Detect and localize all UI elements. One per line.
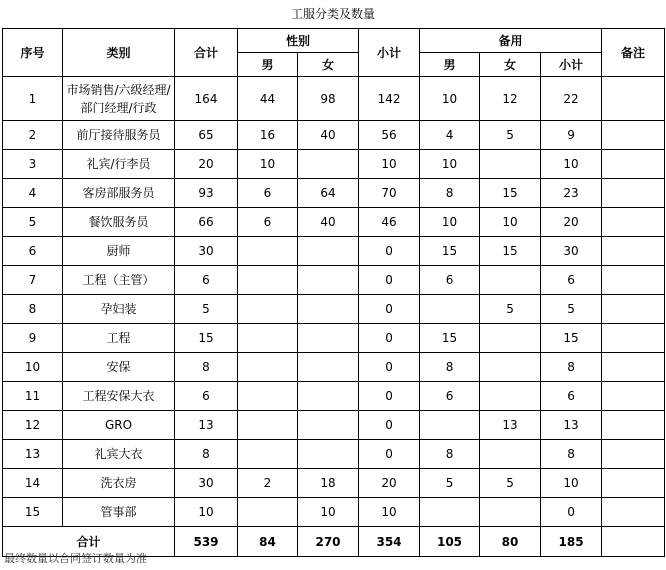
row-spare-female: 13: [480, 411, 541, 440]
header-remark: 备注: [602, 29, 665, 77]
row-remark: [602, 295, 665, 324]
row-male: 16: [238, 121, 298, 150]
row-spare-female: 5: [480, 469, 541, 498]
row-female: 10: [298, 498, 359, 527]
row-remark: [602, 150, 665, 179]
row-female: [298, 324, 359, 353]
header-spare-male: 男: [420, 53, 480, 77]
row-remark: [602, 498, 665, 527]
totals-female: 270: [298, 527, 359, 557]
row-total: 20: [175, 150, 238, 179]
row-index: 2: [3, 121, 63, 150]
row-category: 前厅接待服务员: [63, 121, 175, 150]
row-male: [238, 295, 298, 324]
row-category: 安保: [63, 353, 175, 382]
header-spare-subtotal: 小计: [541, 53, 602, 77]
row-male: [238, 237, 298, 266]
row-subtotal: 10: [359, 498, 420, 527]
row-female: [298, 295, 359, 324]
row-index: 15: [3, 498, 63, 527]
row-index: 3: [3, 150, 63, 179]
row-total: 6: [175, 266, 238, 295]
row-remark: [602, 237, 665, 266]
table-row: [3, 440, 665, 469]
row-remark: [602, 179, 665, 208]
table-row: [3, 121, 665, 150]
row-index: 12: [3, 411, 63, 440]
row-spare-female: [480, 498, 541, 527]
header-category: 类别: [63, 29, 175, 77]
row-male: [238, 353, 298, 382]
row-total: 5: [175, 295, 238, 324]
row-spare-subtotal: 10: [541, 150, 602, 179]
header-total: 合计: [175, 29, 238, 77]
totals-spare-subtotal: 185: [541, 527, 602, 557]
row-spare-female: 12: [480, 77, 541, 121]
row-remark: [602, 469, 665, 498]
row-spare-female: 5: [480, 121, 541, 150]
row-spare-subtotal: 15: [541, 324, 602, 353]
row-spare-male: 8: [420, 440, 480, 469]
row-spare-subtotal: 23: [541, 179, 602, 208]
row-index: 1: [3, 77, 63, 121]
row-spare-female: [480, 382, 541, 411]
row-index: 8: [3, 295, 63, 324]
row-female: 18: [298, 469, 359, 498]
row-total: 10: [175, 498, 238, 527]
uniform-table: [2, 28, 665, 557]
row-spare-male: 6: [420, 382, 480, 411]
table-row: [3, 150, 665, 179]
row-subtotal: 70: [359, 179, 420, 208]
row-male: [238, 324, 298, 353]
table-row: [3, 266, 665, 295]
row-spare-subtotal: 6: [541, 266, 602, 295]
row-category: 餐饮服务员: [63, 208, 175, 237]
row-subtotal: 0: [359, 411, 420, 440]
row-category: 市场销售/六级经理/部门经理/行政: [63, 77, 175, 121]
row-male: [238, 440, 298, 469]
row-total: 15: [175, 324, 238, 353]
row-category: 工程安保大衣: [63, 382, 175, 411]
table-row: [3, 295, 665, 324]
table-row: [3, 382, 665, 411]
footnote: 最终数量以合同签订数量为准: [4, 552, 147, 565]
totals-spare-male: 105: [420, 527, 480, 557]
row-male: [238, 498, 298, 527]
row-index: 4: [3, 179, 63, 208]
row-female: [298, 440, 359, 469]
row-subtotal: 142: [359, 77, 420, 121]
row-remark: [602, 77, 665, 121]
totals-subtotal: 354: [359, 527, 420, 557]
row-remark: [602, 121, 665, 150]
header-gender: 性别: [238, 29, 359, 53]
row-remark: [602, 411, 665, 440]
row-total: 93: [175, 179, 238, 208]
row-subtotal: 0: [359, 353, 420, 382]
row-index: 5: [3, 208, 63, 237]
row-subtotal: 0: [359, 237, 420, 266]
row-subtotal: 0: [359, 382, 420, 411]
row-remark: [602, 353, 665, 382]
row-remark: [602, 382, 665, 411]
table-row: [3, 353, 665, 382]
row-spare-subtotal: 13: [541, 411, 602, 440]
table-row: [3, 237, 665, 266]
header-subtotal: 小计: [359, 29, 420, 77]
row-remark: [602, 324, 665, 353]
row-male: 2: [238, 469, 298, 498]
row-total: 8: [175, 440, 238, 469]
row-spare-female: [480, 324, 541, 353]
row-female: 40: [298, 208, 359, 237]
row-spare-male: 8: [420, 353, 480, 382]
row-male: [238, 382, 298, 411]
row-female: [298, 353, 359, 382]
row-male: 10: [238, 150, 298, 179]
row-index: 10: [3, 353, 63, 382]
row-subtotal: 10: [359, 150, 420, 179]
row-spare-male: 5: [420, 469, 480, 498]
row-category: 孕妇装: [63, 295, 175, 324]
table-row: [3, 324, 665, 353]
row-spare-male: 4: [420, 121, 480, 150]
row-total: 30: [175, 237, 238, 266]
row-subtotal: 20: [359, 469, 420, 498]
row-male: [238, 411, 298, 440]
row-index: 7: [3, 266, 63, 295]
row-spare-subtotal: 6: [541, 382, 602, 411]
row-spare-male: 10: [420, 150, 480, 179]
table-row: [3, 179, 665, 208]
row-index: 13: [3, 440, 63, 469]
row-spare-subtotal: 5: [541, 295, 602, 324]
header-index: 序号: [3, 29, 63, 77]
row-spare-female: 5: [480, 295, 541, 324]
row-female: 64: [298, 179, 359, 208]
row-spare-subtotal: 20: [541, 208, 602, 237]
table-row: [3, 208, 665, 237]
row-category: 洗衣房: [63, 469, 175, 498]
header-female: 女: [298, 53, 359, 77]
row-spare-female: [480, 266, 541, 295]
row-spare-female: 10: [480, 208, 541, 237]
row-remark: [602, 208, 665, 237]
totals-remark: [602, 527, 665, 557]
row-male: 6: [238, 179, 298, 208]
row-spare-subtotal: 8: [541, 440, 602, 469]
row-total: 164: [175, 77, 238, 121]
row-subtotal: 46: [359, 208, 420, 237]
row-total: 30: [175, 469, 238, 498]
row-spare-subtotal: 30: [541, 237, 602, 266]
row-category: 客房部服务员: [63, 179, 175, 208]
row-female: 98: [298, 77, 359, 121]
row-spare-subtotal: 22: [541, 77, 602, 121]
totals-label: 合计: [3, 527, 175, 557]
row-spare-subtotal: 0: [541, 498, 602, 527]
row-index: 9: [3, 324, 63, 353]
table-row: [3, 498, 665, 527]
row-spare-female: [480, 150, 541, 179]
row-spare-subtotal: 8: [541, 353, 602, 382]
row-female: [298, 266, 359, 295]
row-male: 6: [238, 208, 298, 237]
row-spare-male: 10: [420, 77, 480, 121]
row-spare-male: 15: [420, 324, 480, 353]
row-index: 14: [3, 469, 63, 498]
table-row: [3, 77, 665, 121]
row-category: GRO: [63, 411, 175, 440]
header-spare-female: 女: [480, 53, 541, 77]
row-subtotal: 56: [359, 121, 420, 150]
row-subtotal: 0: [359, 295, 420, 324]
row-spare-male: [420, 498, 480, 527]
row-remark: [602, 440, 665, 469]
row-spare-male: 6: [420, 266, 480, 295]
row-total: 8: [175, 353, 238, 382]
row-female: [298, 411, 359, 440]
row-spare-male: 15: [420, 237, 480, 266]
row-female: [298, 382, 359, 411]
row-category: 管事部: [63, 498, 175, 527]
row-spare-female: 15: [480, 237, 541, 266]
row-subtotal: 0: [359, 266, 420, 295]
table-row: [3, 411, 665, 440]
row-spare-subtotal: 9: [541, 121, 602, 150]
row-total: 13: [175, 411, 238, 440]
row-category: 厨师: [63, 237, 175, 266]
table-row: [3, 469, 665, 498]
row-total: 66: [175, 208, 238, 237]
row-spare-male: [420, 295, 480, 324]
totals-total: 539: [175, 527, 238, 557]
row-male: 44: [238, 77, 298, 121]
row-male: [238, 266, 298, 295]
row-subtotal: 0: [359, 440, 420, 469]
row-spare-female: 15: [480, 179, 541, 208]
row-spare-male: 8: [420, 179, 480, 208]
row-remark: [602, 266, 665, 295]
header-spare: 备用: [420, 29, 602, 53]
row-index: 6: [3, 237, 63, 266]
row-spare-female: [480, 353, 541, 382]
row-spare-male: 10: [420, 208, 480, 237]
table-title: 工服分类及数量: [290, 7, 375, 21]
row-category: 工程: [63, 324, 175, 353]
row-female: [298, 150, 359, 179]
header-male: 男: [238, 53, 298, 77]
row-subtotal: 0: [359, 324, 420, 353]
row-category: 礼宾/行李员: [63, 150, 175, 179]
table-body: [3, 29, 665, 557]
header-row-1: [3, 29, 665, 53]
row-index: 11: [3, 382, 63, 411]
row-spare-female: [480, 440, 541, 469]
totals-spare-female: 80: [480, 527, 541, 557]
row-category: 礼宾大衣: [63, 440, 175, 469]
row-spare-male: [420, 411, 480, 440]
row-total: 6: [175, 382, 238, 411]
row-category: 工程（主管）: [63, 266, 175, 295]
row-female: [298, 237, 359, 266]
row-female: 40: [298, 121, 359, 150]
totals-male: 84: [238, 527, 298, 557]
row-spare-subtotal: 10: [541, 469, 602, 498]
row-total: 65: [175, 121, 238, 150]
